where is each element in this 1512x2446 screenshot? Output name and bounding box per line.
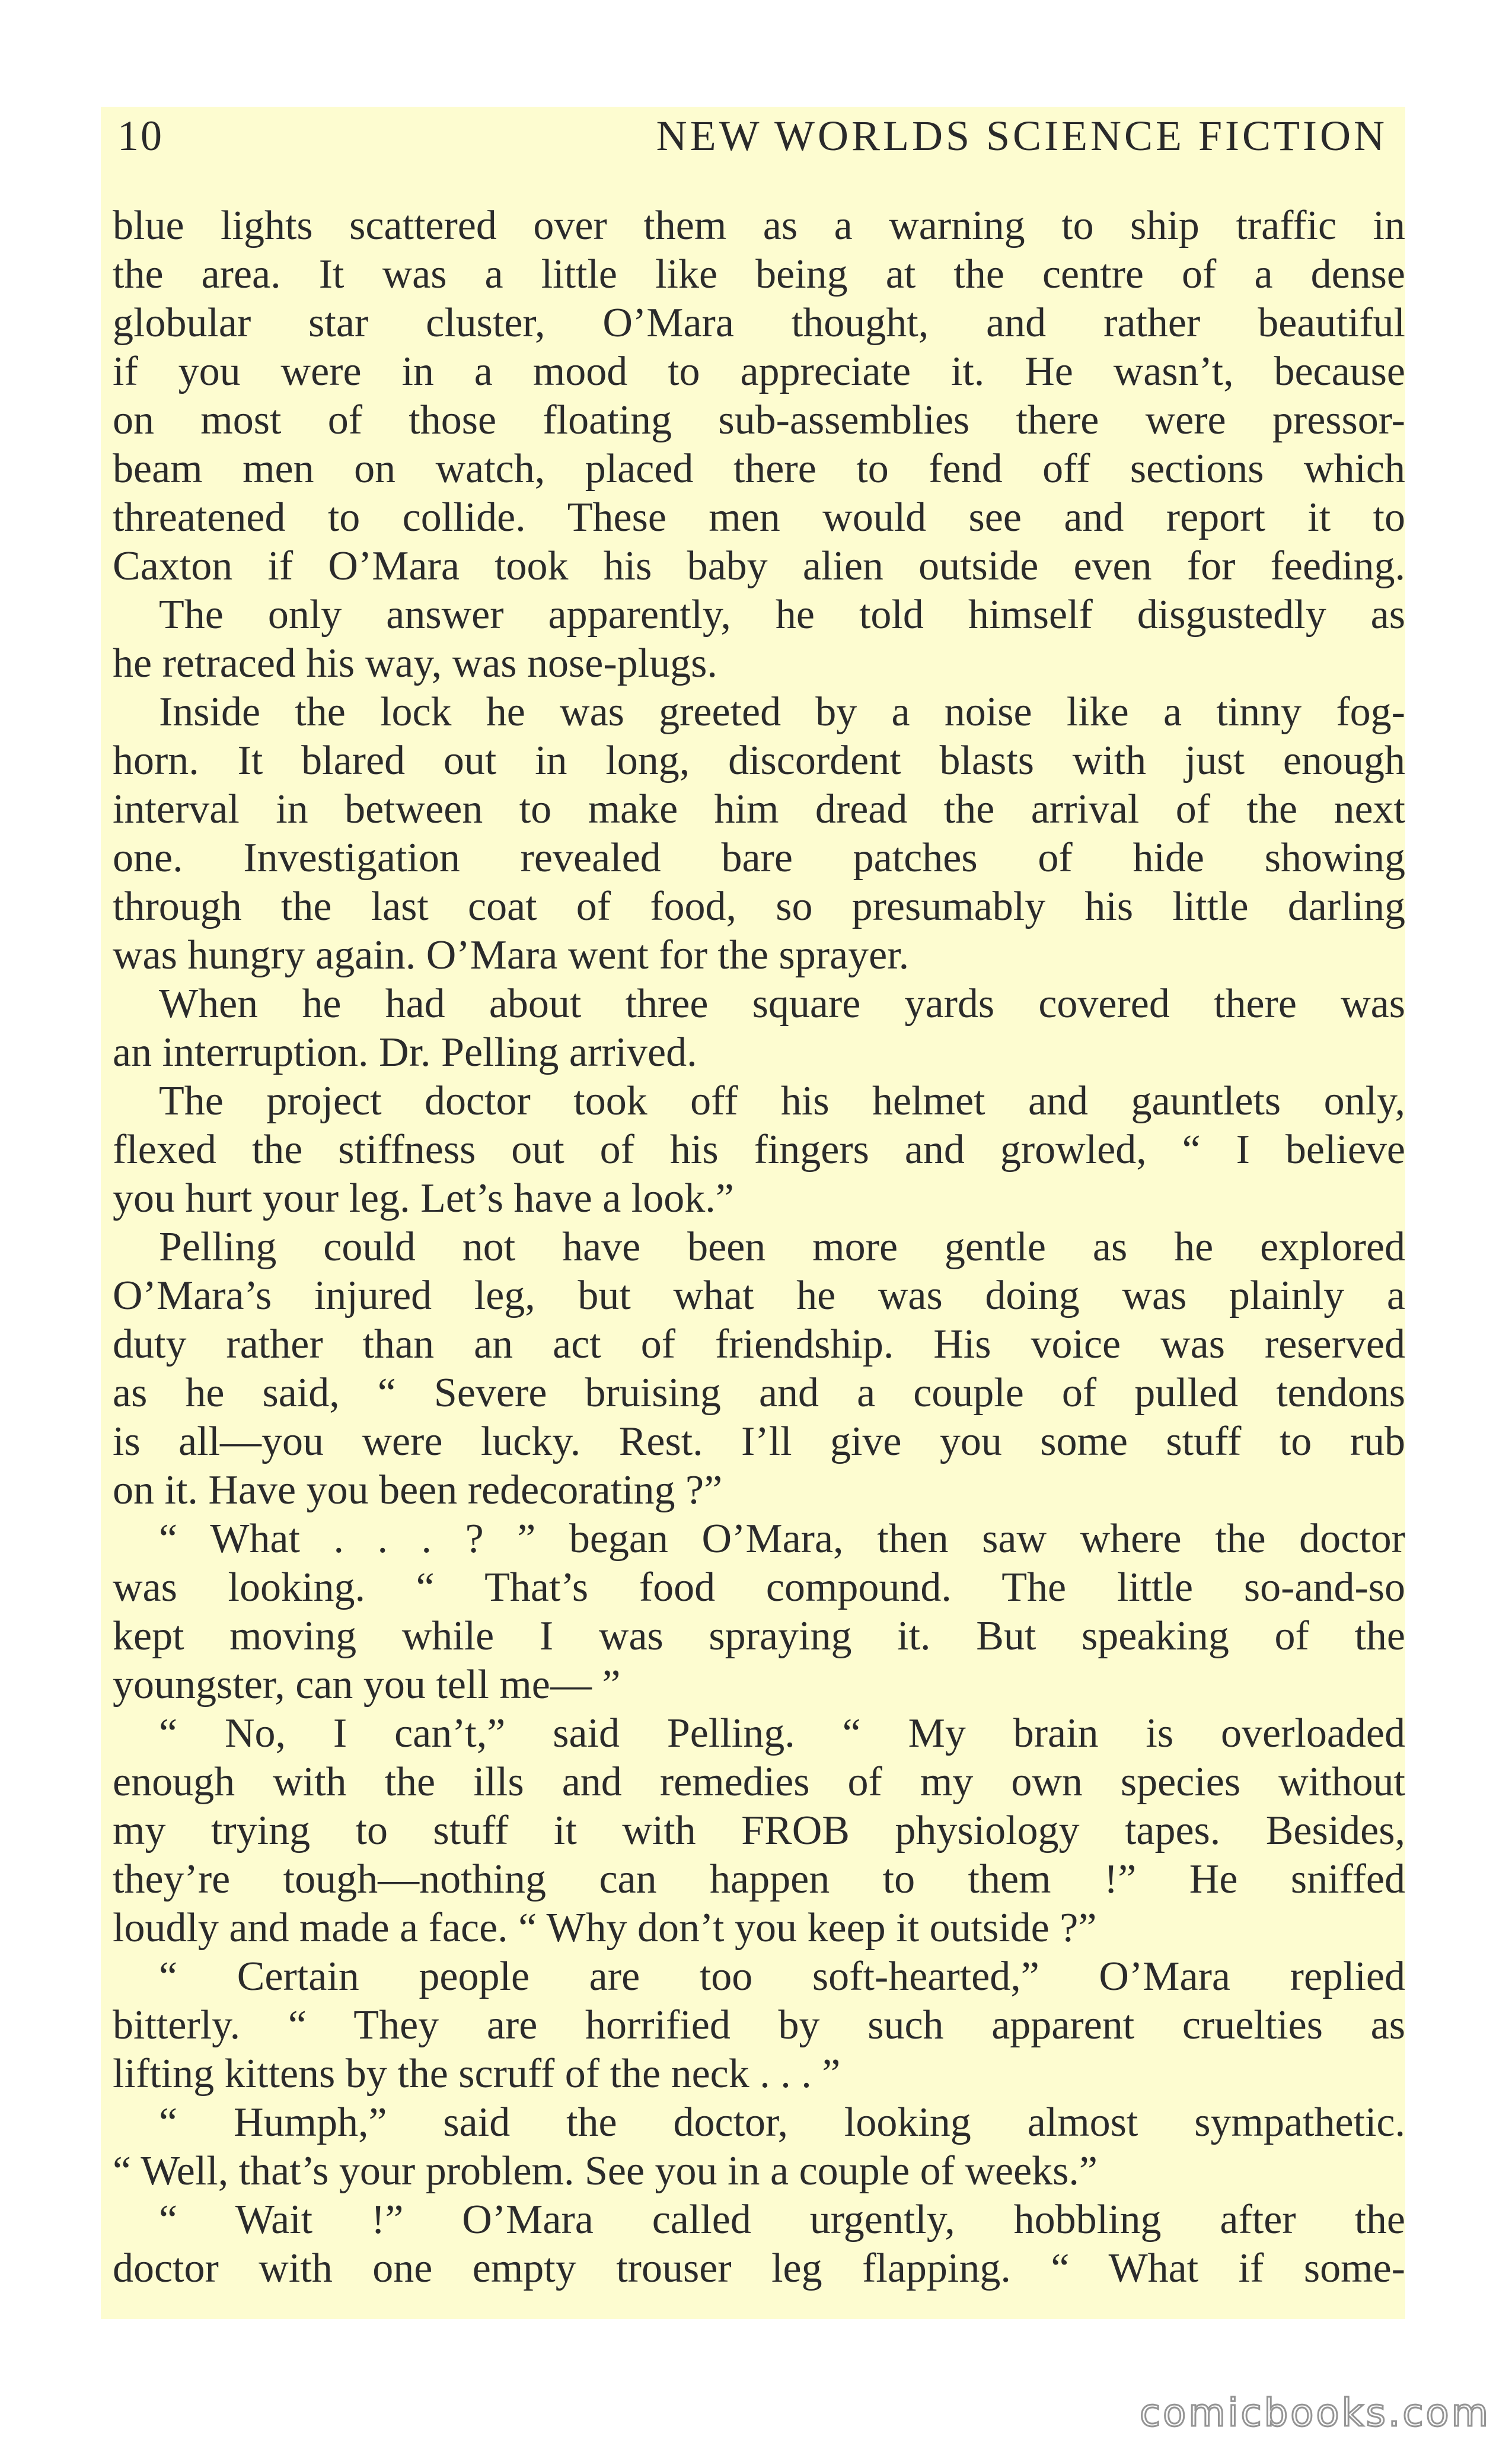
book-page bbox=[101, 107, 1405, 2319]
text-line: one. Investigation revealed bare patches of hide showing bbox=[113, 835, 1405, 881]
text-line: The only answer apparently, he told himself disgustedly as bbox=[159, 592, 1405, 638]
text-line: Caxton if O’Mara took his baby alien outside even for feeding. bbox=[113, 543, 1405, 589]
text-line: Pelling could not have been more gentle as he explored bbox=[159, 1224, 1405, 1270]
text-line: beam men on watch, placed there to fend off sections which bbox=[113, 446, 1405, 492]
text-line: is all—you were lucky. Rest. I’ll give you some stuff to rub bbox=[113, 1419, 1405, 1464]
text-line: The project doctor took off his helmet and gauntlets only, bbox=[159, 1078, 1405, 1124]
text-line: if you were in a mood to appreciate it. He wasn’t, because bbox=[113, 349, 1405, 394]
running-title: NEW WORLDS SCIENCE FICTION bbox=[656, 112, 1387, 160]
text-line: he retraced his way, was nose-plugs. bbox=[113, 641, 717, 686]
body-text bbox=[113, 202, 1405, 2293]
text-line: globular star cluster, O’Mara thought, and rather beautiful bbox=[113, 300, 1405, 346]
text-line: an interruption. Dr. Pelling arrived. bbox=[113, 1030, 697, 1075]
text-line: “ What . . . ? ” began O’Mara, then saw where the doctor bbox=[159, 1516, 1405, 1562]
text-line: enough with the ills and remedies of my own species without bbox=[113, 1759, 1405, 1805]
text-line: youngster, can you tell me— ” bbox=[113, 1662, 621, 1708]
text-line: flexed the stiffness out of his fingers and growled, “ I believe bbox=[113, 1127, 1405, 1173]
text-line: Inside the lock he was greeted by a noise like a tinny fog- bbox=[159, 689, 1405, 735]
text-line: through the last coat of food, so presumably his little darling bbox=[113, 884, 1405, 929]
text-line: bitterly. “ They are horrified by such apparent cruelties as bbox=[113, 2002, 1405, 2048]
text-line: doctor with one empty trouser leg flapping. “ What if some- bbox=[113, 2246, 1405, 2291]
text-line: my trying to stuff it with FROB physiology tapes. Besides, bbox=[113, 1808, 1405, 1853]
text-line: O’Mara’s injured leg, but what he was doing was plainly a bbox=[113, 1273, 1405, 1318]
text-line: kept moving while I was spraying it. But speaking of the bbox=[113, 1613, 1405, 1659]
text-line: blue lights scattered over them as a warning to ship traffic in bbox=[113, 203, 1405, 249]
text-line: “ Certain people are too soft-hearted,” O’Mara replied bbox=[159, 1954, 1405, 1999]
page-header bbox=[101, 107, 1405, 196]
text-line: on most of those floating sub-assemblies there were pressor- bbox=[113, 397, 1405, 443]
text-line: lifting kittens by the scruff of the neck . . . ” bbox=[113, 2051, 841, 2097]
text-line: you hurt your leg. Let’s have a look.” bbox=[113, 1176, 734, 1221]
text-line: When he had about three square yards covered there was bbox=[159, 981, 1405, 1027]
text-line: they’re tough—nothing can happen to them !” He sniffed bbox=[113, 1856, 1405, 1902]
watermark-text: comicbooks.com bbox=[1139, 2391, 1491, 2435]
text-line: loudly and made a face. “ Why don’t you keep it outside ?” bbox=[113, 1905, 1097, 1951]
page-number: 10 bbox=[117, 112, 164, 160]
text-line: was looking. “ That’s food compound. The little so-and-so bbox=[113, 1565, 1405, 1610]
text-line: horn. It blared out in long, discordent blasts with just enough bbox=[113, 738, 1405, 784]
text-line: on it. Have you been redecorating ?” bbox=[113, 1467, 723, 1513]
text-line: “ Wait !” O’Mara called urgently, hobbling after the bbox=[159, 2197, 1405, 2243]
text-line: interval in between to make him dread the arrival of the next bbox=[113, 786, 1405, 832]
text-line: threatened to collide. These men would see and report it to bbox=[113, 495, 1405, 540]
text-line: “ Well, that’s your problem. See you in a couple of weeks.” bbox=[113, 2148, 1098, 2194]
text-line: was hungry again. O’Mara went for the sprayer. bbox=[113, 932, 910, 978]
text-line: the area. It was a little like being at the centre of a dense bbox=[113, 251, 1405, 297]
text-line: as he said, “ Severe bruising and a couple of pulled tendons bbox=[113, 1370, 1405, 1416]
text-line: “ Humph,” said the doctor, looking almost sympathetic. bbox=[159, 2100, 1405, 2145]
text-line: duty rather than an act of friendship. His voice was reserved bbox=[113, 1321, 1405, 1367]
text-line: “ No, I can’t,” said Pelling. “ My brain is overloaded bbox=[159, 1711, 1405, 1756]
